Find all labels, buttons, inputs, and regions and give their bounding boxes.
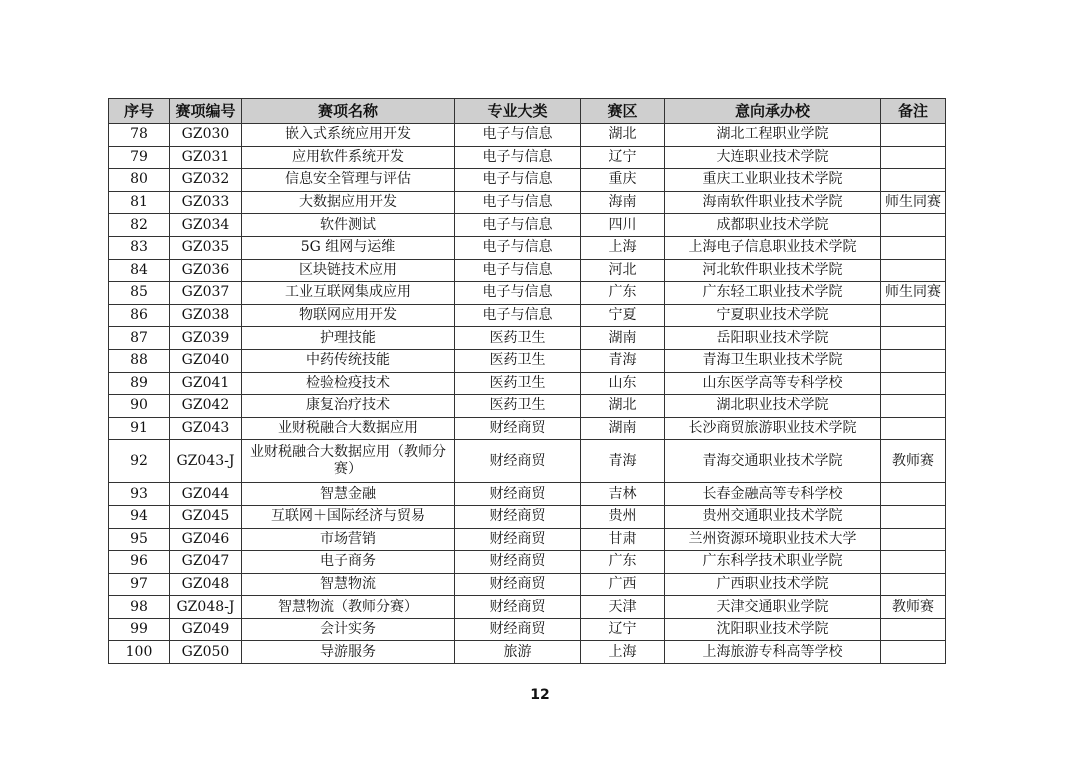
cell-code: GZ035 (170, 236, 242, 259)
cell-host-school: 湖北职业技术学院 (665, 395, 881, 418)
cell-host-school: 湖北工程职业学院 (665, 124, 881, 147)
cell-code: GZ044 (170, 483, 242, 506)
cell-code: GZ038 (170, 304, 242, 327)
cell-region: 湖北 (581, 124, 665, 147)
cell-region: 上海 (581, 236, 665, 259)
cell-category: 财经商贸 (455, 440, 581, 483)
cell-code: GZ030 (170, 124, 242, 147)
table-row (109, 528, 946, 551)
header-remark: 备注 (881, 99, 946, 124)
cell-code: GZ041 (170, 372, 242, 395)
page-number: 12 (530, 687, 550, 703)
document-page (108, 98, 945, 664)
cell-host-school: 河北软件职业技术学院 (665, 259, 881, 282)
header-name: 赛项名称 (242, 99, 455, 124)
cell-name: 互联网＋国际经济与贸易 (242, 505, 455, 528)
cell-region: 青海 (581, 349, 665, 372)
cell-category: 电子与信息 (455, 124, 581, 147)
cell-name: 业财税融合大数据应用 (242, 417, 455, 440)
cell-host-school: 上海旅游专科高等学校 (665, 641, 881, 664)
table-row (109, 618, 946, 641)
cell-remark: 教师赛 (881, 440, 946, 483)
table-row (109, 327, 946, 350)
cell-index: 85 (109, 282, 170, 305)
cell-remark (881, 528, 946, 551)
cell-category: 电子与信息 (455, 282, 581, 305)
table-row (109, 349, 946, 372)
cell-code: GZ036 (170, 259, 242, 282)
cell-code: GZ040 (170, 349, 242, 372)
cell-category: 电子与信息 (455, 214, 581, 237)
cell-index: 98 (109, 596, 170, 619)
cell-name: 5G 组网与运维 (242, 236, 455, 259)
cell-index: 97 (109, 573, 170, 596)
cell-region: 重庆 (581, 169, 665, 192)
table-body (109, 124, 946, 664)
cell-host-school: 海南软件职业技术学院 (665, 191, 881, 214)
cell-host-school: 上海电子信息职业技术学院 (665, 236, 881, 259)
cell-category: 电子与信息 (455, 146, 581, 169)
cell-name: 大数据应用开发 (242, 191, 455, 214)
table-row (109, 282, 946, 305)
cell-remark (881, 259, 946, 282)
cell-region: 青海 (581, 440, 665, 483)
cell-code: GZ045 (170, 505, 242, 528)
cell-category: 医药卫生 (455, 395, 581, 418)
cell-host-school: 天津交通职业学院 (665, 596, 881, 619)
cell-code: GZ033 (170, 191, 242, 214)
cell-category: 电子与信息 (455, 259, 581, 282)
cell-name: 应用软件系统开发 (242, 146, 455, 169)
cell-name: 软件测试 (242, 214, 455, 237)
cell-index: 79 (109, 146, 170, 169)
cell-index: 100 (109, 641, 170, 664)
cell-name: 智慧金融 (242, 483, 455, 506)
cell-name: 信息安全管理与评估 (242, 169, 455, 192)
cell-host-school: 沈阳职业技术学院 (665, 618, 881, 641)
cell-region: 广西 (581, 573, 665, 596)
cell-category: 财经商贸 (455, 573, 581, 596)
competition-table (108, 98, 946, 664)
cell-category: 财经商贸 (455, 483, 581, 506)
table-row (109, 551, 946, 574)
cell-name: 工业互联网集成应用 (242, 282, 455, 305)
cell-index: 93 (109, 483, 170, 506)
cell-code: GZ050 (170, 641, 242, 664)
cell-region: 吉林 (581, 483, 665, 506)
cell-category: 电子与信息 (455, 304, 581, 327)
cell-index: 81 (109, 191, 170, 214)
cell-name: 嵌入式系统应用开发 (242, 124, 455, 147)
cell-name: 会计实务 (242, 618, 455, 641)
header-category: 专业大类 (455, 99, 581, 124)
cell-host-school: 成都职业技术学院 (665, 214, 881, 237)
cell-host-school: 青海交通职业技术学院 (665, 440, 881, 483)
cell-category: 财经商贸 (455, 417, 581, 440)
cell-code: GZ037 (170, 282, 242, 305)
cell-region: 湖南 (581, 417, 665, 440)
cell-index: 99 (109, 618, 170, 641)
table-row (109, 417, 946, 440)
cell-index: 84 (109, 259, 170, 282)
cell-name: 物联网应用开发 (242, 304, 455, 327)
cell-remark (881, 146, 946, 169)
table-row (109, 169, 946, 192)
cell-host-school: 大连职业技术学院 (665, 146, 881, 169)
cell-index: 78 (109, 124, 170, 147)
cell-index: 80 (109, 169, 170, 192)
cell-name: 康复治疗技术 (242, 395, 455, 418)
cell-index: 87 (109, 327, 170, 350)
table-row (109, 596, 946, 619)
cell-category: 医药卫生 (455, 372, 581, 395)
cell-index: 91 (109, 417, 170, 440)
cell-name: 中药传统技能 (242, 349, 455, 372)
cell-remark (881, 124, 946, 147)
cell-category: 旅游 (455, 641, 581, 664)
cell-host-school: 长春金融高等专科学校 (665, 483, 881, 506)
cell-index: 95 (109, 528, 170, 551)
cell-host-school: 山东医学高等专科学校 (665, 372, 881, 395)
cell-code: GZ031 (170, 146, 242, 169)
table-row (109, 395, 946, 418)
cell-host-school: 青海卫生职业技术学院 (665, 349, 881, 372)
cell-code: GZ046 (170, 528, 242, 551)
table-row (109, 372, 946, 395)
cell-remark (881, 573, 946, 596)
cell-host-school: 岳阳职业技术学院 (665, 327, 881, 350)
cell-region: 贵州 (581, 505, 665, 528)
cell-category: 财经商贸 (455, 618, 581, 641)
cell-index: 94 (109, 505, 170, 528)
cell-host-school: 贵州交通职业技术学院 (665, 505, 881, 528)
cell-remark (881, 641, 946, 664)
cell-index: 92 (109, 440, 170, 483)
cell-code: GZ048-J (170, 596, 242, 619)
cell-category: 财经商贸 (455, 528, 581, 551)
cell-code: GZ047 (170, 551, 242, 574)
cell-category: 医药卫生 (455, 349, 581, 372)
table-header-row (109, 99, 946, 124)
cell-remark (881, 169, 946, 192)
cell-host-school: 广东科学技术职业学院 (665, 551, 881, 574)
cell-remark (881, 372, 946, 395)
cell-code: GZ049 (170, 618, 242, 641)
cell-code: GZ043-J (170, 440, 242, 483)
cell-index: 82 (109, 214, 170, 237)
cell-code: GZ032 (170, 169, 242, 192)
cell-category: 电子与信息 (455, 169, 581, 192)
cell-region: 天津 (581, 596, 665, 619)
cell-name: 市场营销 (242, 528, 455, 551)
cell-code: GZ042 (170, 395, 242, 418)
cell-name: 区块链技术应用 (242, 259, 455, 282)
cell-remark (881, 236, 946, 259)
header-index: 序号 (109, 99, 170, 124)
cell-code: GZ034 (170, 214, 242, 237)
table-row (109, 440, 946, 483)
cell-region: 四川 (581, 214, 665, 237)
table-row (109, 236, 946, 259)
cell-remark (881, 304, 946, 327)
table-row (109, 214, 946, 237)
cell-region: 广东 (581, 551, 665, 574)
cell-region: 河北 (581, 259, 665, 282)
cell-region: 辽宁 (581, 146, 665, 169)
cell-name: 智慧物流（教师分赛） (242, 596, 455, 619)
cell-remark (881, 327, 946, 350)
table-row (109, 259, 946, 282)
cell-index: 96 (109, 551, 170, 574)
cell-index: 83 (109, 236, 170, 259)
cell-region: 湖南 (581, 327, 665, 350)
cell-category: 财经商贸 (455, 505, 581, 528)
cell-code: GZ039 (170, 327, 242, 350)
table-row (109, 483, 946, 506)
cell-region: 辽宁 (581, 618, 665, 641)
cell-category: 财经商贸 (455, 551, 581, 574)
table-row (109, 191, 946, 214)
cell-category: 电子与信息 (455, 191, 581, 214)
cell-index: 89 (109, 372, 170, 395)
cell-host-school: 长沙商贸旅游职业技术学院 (665, 417, 881, 440)
cell-region: 上海 (581, 641, 665, 664)
cell-host-school: 广东轻工职业技术学院 (665, 282, 881, 305)
cell-name: 业财税融合大数据应用（教师分赛） (242, 440, 455, 483)
cell-remark (881, 395, 946, 418)
cell-remark (881, 483, 946, 506)
table-row (109, 146, 946, 169)
table-row (109, 124, 946, 147)
cell-name: 导游服务 (242, 641, 455, 664)
cell-host-school: 重庆工业职业技术学院 (665, 169, 881, 192)
cell-remark (881, 214, 946, 237)
cell-index: 88 (109, 349, 170, 372)
cell-index: 86 (109, 304, 170, 327)
table-row (109, 641, 946, 664)
table-row (109, 505, 946, 528)
cell-index: 90 (109, 395, 170, 418)
cell-remark (881, 551, 946, 574)
cell-region: 甘肃 (581, 528, 665, 551)
table-row (109, 573, 946, 596)
cell-region: 湖北 (581, 395, 665, 418)
table-row (109, 304, 946, 327)
cell-host-school: 兰州资源环境职业技术大学 (665, 528, 881, 551)
cell-code: GZ043 (170, 417, 242, 440)
cell-remark (881, 505, 946, 528)
cell-code: GZ048 (170, 573, 242, 596)
cell-remark (881, 349, 946, 372)
cell-remark (881, 618, 946, 641)
cell-category: 医药卫生 (455, 327, 581, 350)
cell-name: 智慧物流 (242, 573, 455, 596)
cell-remark (881, 417, 946, 440)
header-host-school: 意向承办校 (665, 99, 881, 124)
cell-name: 电子商务 (242, 551, 455, 574)
cell-category: 财经商贸 (455, 596, 581, 619)
cell-remark: 教师赛 (881, 596, 946, 619)
cell-region: 山东 (581, 372, 665, 395)
cell-region: 广东 (581, 282, 665, 305)
cell-host-school: 宁夏职业技术学院 (665, 304, 881, 327)
cell-host-school: 广西职业技术学院 (665, 573, 881, 596)
cell-region: 海南 (581, 191, 665, 214)
cell-remark: 师生同赛 (881, 282, 946, 305)
header-region: 赛区 (581, 99, 665, 124)
header-code: 赛项编号 (170, 99, 242, 124)
cell-name: 检验检疫技术 (242, 372, 455, 395)
cell-category: 电子与信息 (455, 236, 581, 259)
cell-remark: 师生同赛 (881, 191, 946, 214)
cell-region: 宁夏 (581, 304, 665, 327)
cell-name: 护理技能 (242, 327, 455, 350)
